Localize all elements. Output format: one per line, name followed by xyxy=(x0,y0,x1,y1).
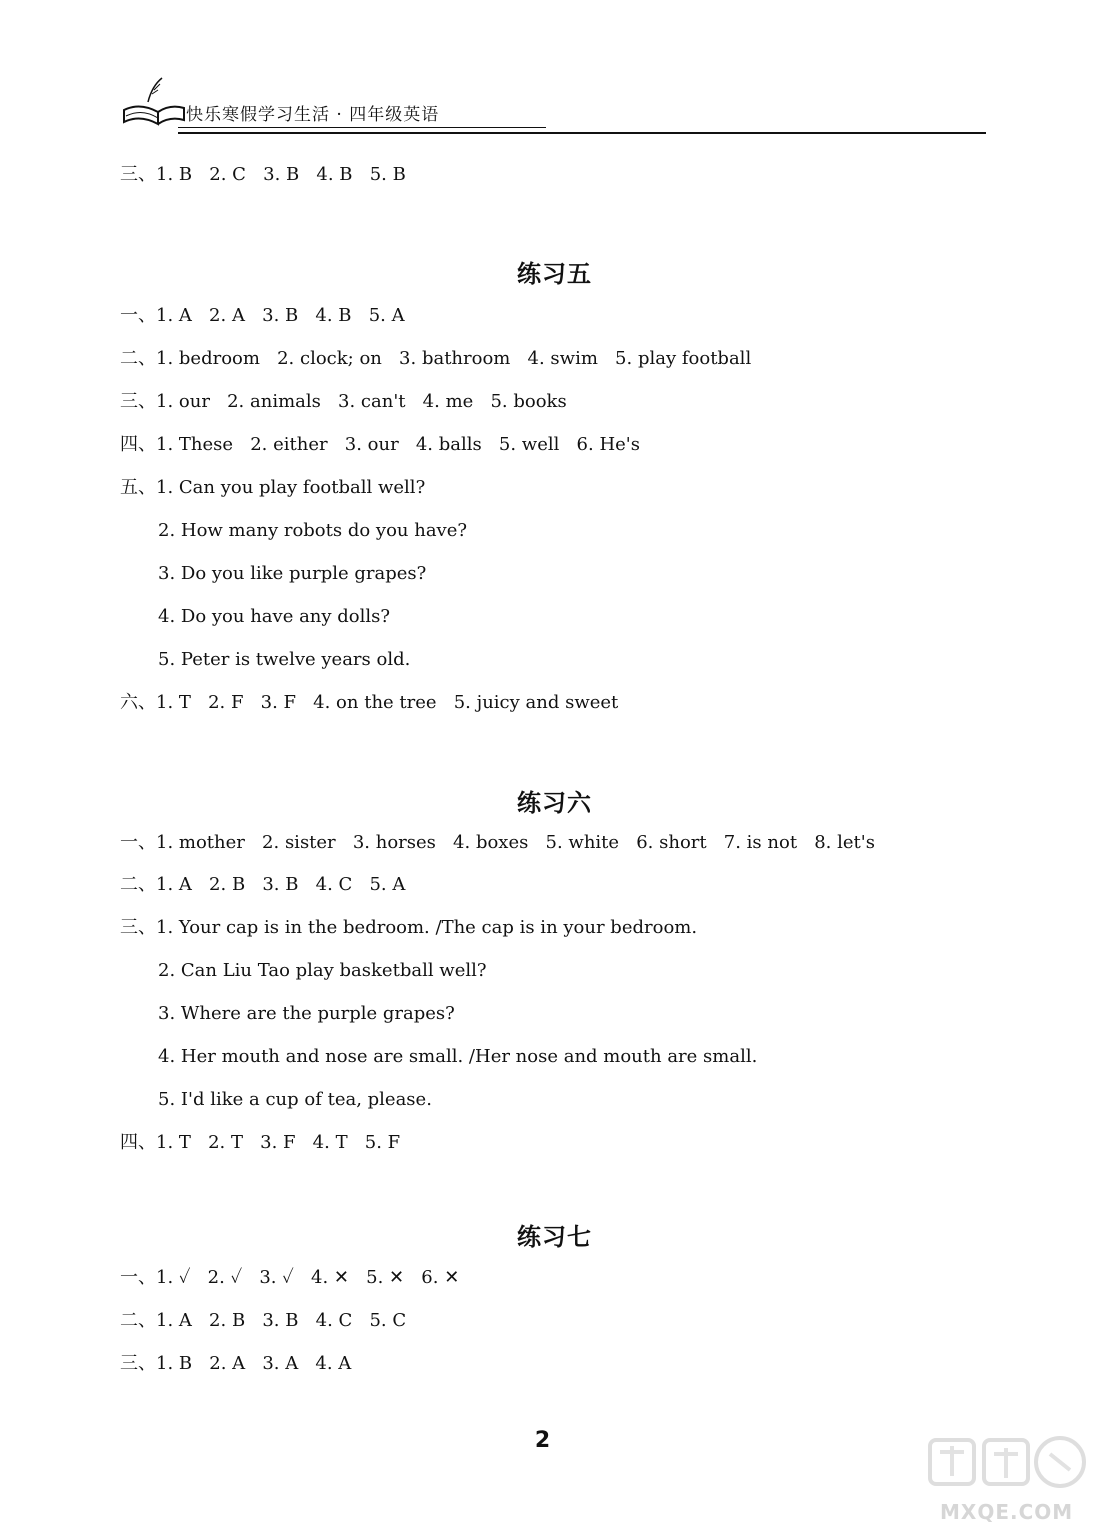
answer-line: 一、1. mother 2. sister 3. horses 4. boxes 5. white 6. short 7. is not 8. let's xyxy=(120,832,875,853)
answer-line: 2. How many robots do you have? xyxy=(158,520,468,541)
answer-line: 4. Do you have any dolls? xyxy=(158,606,391,627)
answer-line: 三、1. Your cap is in the bedroom. /The cap is in your bedroom. xyxy=(120,917,698,938)
page-header xyxy=(118,72,988,138)
answer-line: 四、1. These 2. either 3. our 4. balls 5. well 6. He's xyxy=(120,434,640,455)
section-title-7: 练习七 xyxy=(517,1223,592,1251)
answer-line: 3. Where are the purple grapes? xyxy=(158,1003,455,1024)
header-rule xyxy=(178,132,986,134)
answer-line: 一、1. A 2. A 3. B 4. B 5. A xyxy=(120,305,405,326)
answer-line: 5. I'd like a cup of tea, please. xyxy=(158,1089,432,1110)
answer-line: 一、1. ✓ 2. ✓ 3. ✓ 4. ✕ 5. ✕ 6. ✕ xyxy=(120,1267,460,1288)
section-title-5: 练习五 xyxy=(517,260,592,288)
answer-line: 三、1. our 2. animals 3. can't 4. me 5. books xyxy=(120,391,567,412)
answer-line: 2. Can Liu Tao play basketball well? xyxy=(158,960,487,981)
section-title-6: 练习六 xyxy=(517,789,592,817)
header-title: 快乐寒假学习生活 · 四年级英语 xyxy=(186,105,440,125)
answer-line: 四、1. T 2. T 3. F 4. T 5. F xyxy=(120,1132,401,1153)
answer-line: 三、1. B 2. C 3. B 4. B 5. B xyxy=(120,164,406,185)
answer-line: 三、1. B 2. A 3. A 4. A xyxy=(120,1353,352,1374)
answer-line: 二、1. A 2. B 3. B 4. C 5. C xyxy=(120,1310,407,1331)
watermark-text: MXQE.COM xyxy=(940,1500,1074,1524)
answer-line: 六、1. T 2. F 3. F 4. on the tree 5. juicy and sweet xyxy=(120,692,619,713)
page-number: 2 xyxy=(534,1428,551,1453)
answer-line: 4. Her mouth and nose are small. /Her nose and mouth are small. xyxy=(158,1046,758,1067)
answer-line: 5. Peter is twelve years old. xyxy=(158,649,411,670)
answer-line: 二、1. bedroom 2. clock; on 3. bathroom 4. swim 5. play football xyxy=(120,348,752,369)
answer-line: 3. Do you like purple grapes? xyxy=(158,563,427,584)
answer-line: 五、1. Can you play football well? xyxy=(120,477,426,498)
answer-line: 二、1. A 2. B 3. B 4. C 5. A xyxy=(120,874,406,895)
book-quill-icon xyxy=(118,72,188,134)
header-rule-short xyxy=(178,127,546,128)
